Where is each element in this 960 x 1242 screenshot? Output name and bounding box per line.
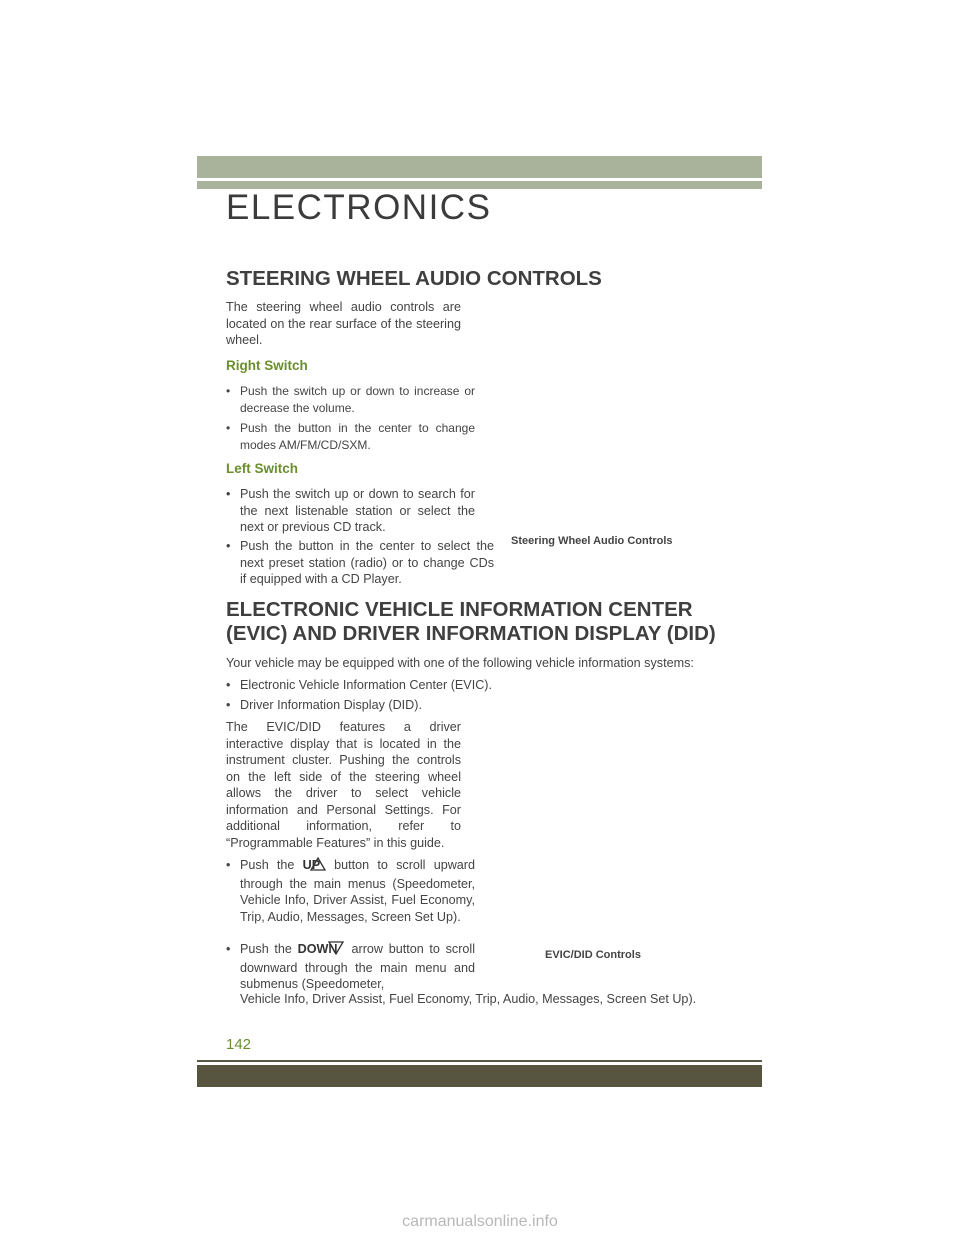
- up-triangle-icon: [324, 857, 326, 876]
- steering-title: STEERING WHEEL AUDIO CONTROLS: [226, 267, 602, 290]
- section-title: ELECTRONICS: [226, 188, 492, 227]
- list-item: • Push the switch up or down to search for the next listenable station or select the next or previous CD track.: [226, 487, 475, 534]
- evic-paragraph: The EVIC/DID features a driver interactive display that is located in the instrument cluster. Pushing the controls on the left side of the steering wheel allows the driver to select vehicle information and Personal Settings. For additional information, refer to “Programmable Features” in this guide.: [226, 720, 461, 850]
- right-switch-title: Right Switch: [226, 358, 308, 373]
- left-switch-title: Left Switch: [226, 461, 299, 476]
- steering-caption: Steering Wheel Audio Controls: [511, 535, 673, 547]
- list-item: • Push the button in the center to select the next preset station (radio) or to change CDs if equipped with a CD Player.: [226, 539, 494, 586]
- footer-line: [197, 1060, 762, 1062]
- list-item-down-continued: Vehicle Info, Driver Assist, Fuel Economy, Trip, Audio, Messages, Screen Set Up).: [240, 992, 697, 1006]
- header-bar: [197, 156, 762, 178]
- list-item: • Electronic Vehicle Information Center (EVIC).: [226, 678, 492, 692]
- page-number: 142: [226, 1036, 252, 1053]
- evic-intro: Your vehicle may be equipped with one of the following vehicle information systems:: [226, 656, 694, 670]
- list-item: • Push the switch up or down to increase or decrease the volume.: [226, 384, 475, 415]
- list-item: • Driver Information Display (DID).: [226, 698, 422, 712]
- evic-title-line2: (EVIC) AND DRIVER INFORMATION DISPLAY (DID): [226, 622, 716, 645]
- evic-title-line1: ELECTRONIC VEHICLE INFORMATION CENTER: [226, 598, 693, 621]
- footer-bar: [197, 1065, 762, 1087]
- list-item: • Push the button in the center to change modes AM/FM/CD/SXM.: [226, 421, 475, 452]
- list-item-down: • Push the DOWN arrow button to scroll downward through the main menu and submenus (Speedometer,: [226, 942, 475, 991]
- evic-caption: EVIC/DID Controls: [545, 949, 641, 961]
- watermark: carmanualsonline.info: [402, 1213, 558, 1230]
- steering-intro: The steering wheel audio controls are located on the rear surface of the steering wheel.: [226, 300, 461, 347]
- list-item-up: • Push the UP button to scroll upward through the main menus (Speedometer, Vehicle Info, Driver Assist, Fuel Economy, Trip, Audio, Messages, Screen Set Up).: [226, 858, 475, 924]
- down-triangle-icon: [342, 941, 344, 960]
